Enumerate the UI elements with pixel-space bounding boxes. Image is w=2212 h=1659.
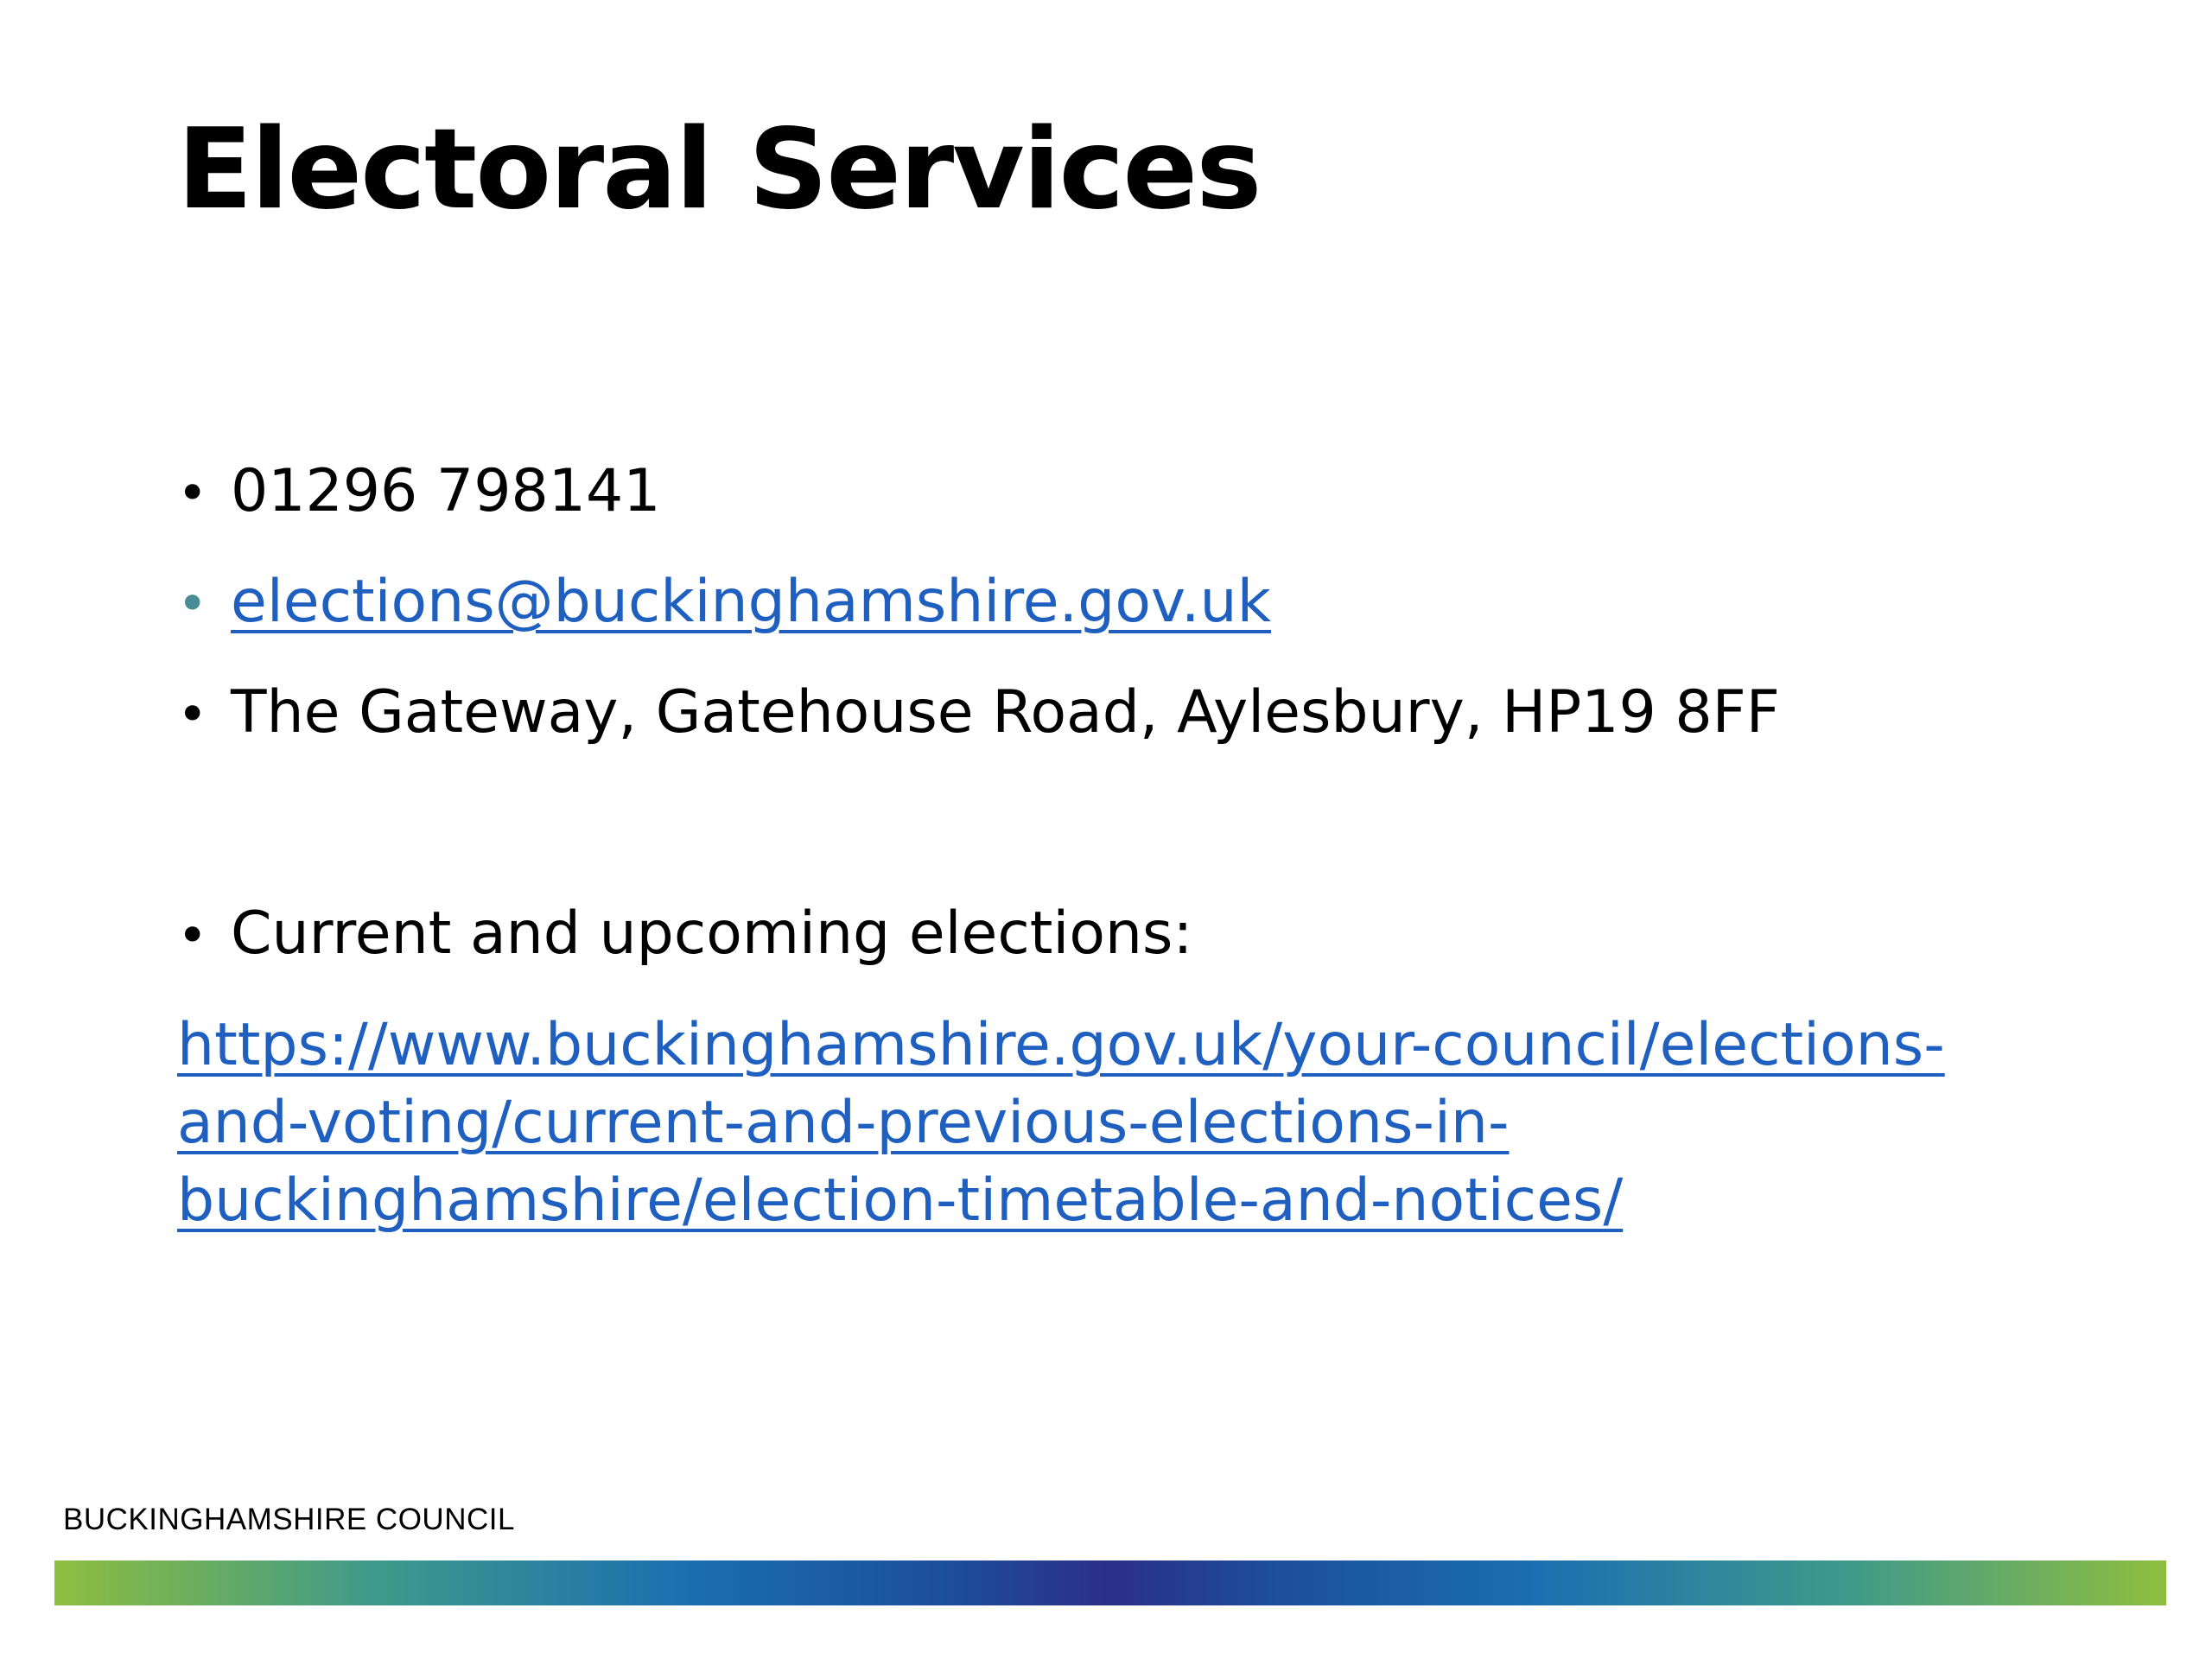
phone-number: 01296 798141 — [231, 457, 661, 525]
elections-url-line-3[interactable]: buckinghamshire/election-timetable-and-notices/ — [177, 1166, 1624, 1235]
bullet-icon: • — [177, 463, 208, 524]
bullet-icon: • — [177, 906, 208, 966]
address-item — [177, 674, 1780, 753]
footer-organisation: BUCKINGHAMSHIRE COUNCIL — [63, 1503, 515, 1536]
slide-title: Electoral Services — [177, 105, 1261, 234]
elections-url-line-2[interactable]: and-voting/current-and-previous-elections-in- — [177, 1089, 1510, 1157]
elections-url-line-1[interactable]: https://www.buckinghamshire.gov.uk/your-council/elections- — [177, 1011, 1945, 1079]
bullet-icon: • — [177, 574, 208, 634]
elections-item — [177, 895, 1192, 975]
elections-label: Current and upcoming elections: — [231, 899, 1193, 968]
phone-item — [177, 453, 661, 532]
email-link[interactable]: elections@buckinghamshire.gov.uk — [231, 568, 1271, 636]
elections-url — [177, 1007, 2078, 1240]
bullet-icon: • — [177, 684, 208, 745]
email-item — [177, 563, 1271, 643]
footer-gradient-bar — [54, 1560, 2166, 1605]
postal-address: The Gateway, Gatehouse Road, Aylesbury, HP19 8FF — [231, 678, 1780, 747]
